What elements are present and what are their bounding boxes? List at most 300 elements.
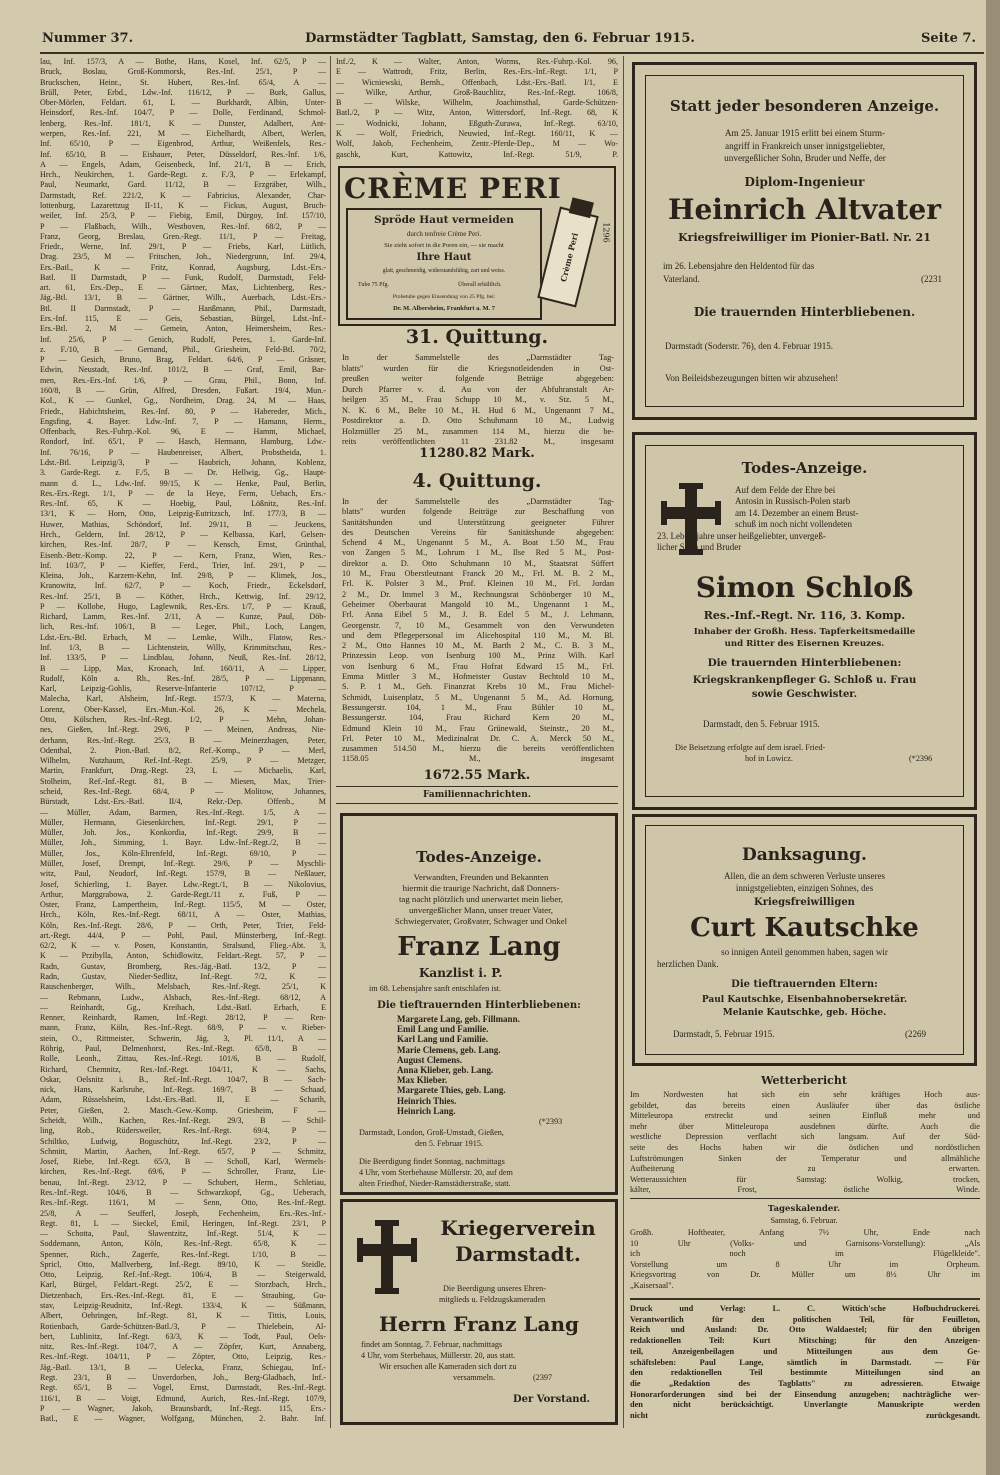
parent-name: Paul Kautschke, Eisenbahnobersekretär. [701, 995, 908, 1005]
quittung31-body [342, 353, 614, 448]
section-rule [336, 803, 618, 804]
notice-title: Todes-Anzeige. [416, 848, 542, 866]
mourners-list: sowie Geschwister. [751, 689, 858, 700]
casualty-line: Rolle, Leonh., Zittau, Res.-Inf.-Regt. 101/6, B — Rudolf, [40, 1054, 326, 1064]
receipt-line: blatts" wurden für die Kriegsnotleidenden in Ost- [342, 363, 614, 373]
header-rule [40, 52, 984, 54]
section-rule [630, 1298, 980, 1300]
casualty-line: Batl. II Darmstadt, P — Funk, Rudolf, Darmstadt, Feld- [40, 272, 326, 282]
casualty-line: Heinsdorf, Res.-Inf. 104/7, P — Dolle, Ferdinand, Schmol- [40, 108, 326, 118]
mourner-name: Marie Clemens, geb. Lang. [397, 1044, 501, 1055]
notice-place: Darmstadt (Soderstr. 76), den 4. Februar 1915. [665, 341, 833, 351]
mourner-name: Emil Lang und Familie. [397, 1024, 489, 1035]
ad-address: Dr. M. Albersheim, Frankfurt a. M. 7 [393, 305, 495, 312]
notice-text: so innigen Anteil genommen haben, sagen wir [721, 947, 888, 957]
receipt-line: blatts" wurden folgende Beiträge zur Beschaffung von [342, 507, 614, 517]
receipt-line: In der Sammelstelle des „Darmstädter Tag- [342, 497, 614, 506]
casualty-line: scheid, Res.-Inf.-Regt. 68/4, P — Molitow, Johannes, [40, 786, 326, 796]
quittung4-body [342, 497, 614, 765]
casualty-line: Btl. II Darmstadt, P — Hanßmann, Phil., Darmstadt, [40, 303, 326, 313]
page-header [0, 28, 1000, 54]
casualty-line: K — Przibylla, Anton, Schidlowitz, Feldart.-Regt. 57, P — [40, 951, 326, 961]
receipt-line: Frl. Anna Eibel 5 M., J. B. Edel 5 M., J. Lehmann, [342, 610, 614, 620]
casualty-line: Batl./2, P — Witz, Anton, Wittersdorf, Inf.-Regt. 68, K [336, 108, 618, 118]
casualty-line: Franz, Georg, Breslau, Gren.-Regt. 11/1, P — Freitag, [40, 231, 326, 241]
casualty-line: 160/8, B — Grün, Alfred, Dresden, Fußart. 19/4, Mun.- [40, 386, 326, 395]
receipt-line: S. P. 1 M., Geh. Finanzrat Krebs 10 M., Frau Michel- [342, 682, 614, 692]
receipt-line: 2 M., Dr. Immel 3 M., Rechnungsrat Schönberger 10 M., [342, 589, 614, 599]
casualty-line: Richard, Lamm, Res.-Inf. 2/11, A — Kunze, Paul, Döb- [40, 612, 326, 622]
casualty-line: Josef, Riebe, Inf.-Regt. 65/3, B — Scholl, Karl, Wermels- [40, 1157, 326, 1167]
imprint-line: Druck und Verlag: L. C. Wittich'sche Hofbuchdruckerei. [630, 1304, 980, 1313]
mourner-name: Max Klieber. [397, 1075, 448, 1086]
calendar-line: 10 Uhr (Volks- und Garnisons-Vorstellung): „Als [630, 1238, 980, 1248]
mourner-name: Margarete Thies, geb. Lang. [397, 1085, 506, 1096]
mourners-title: Die trauernden Hinterbliebenen: [707, 657, 902, 669]
casualty-line: E — Wattrodt, Fritz, Berlin, Res.-Ers.-Inf.-Regt. 1/1, P [336, 67, 618, 77]
casualty-line: Friedr., Habichtsheim, Res.-Inf. 80, P — Habereder, Mich., [40, 406, 326, 416]
casualty-line: A — Engels, Adam, Geisenbeck, Inf. 21/1, B — Erich, [40, 159, 326, 169]
casualty-line: Schmitt, Martin, Aachen, Inf.-Regt. 65/7, P — Schmitz, [40, 1146, 326, 1156]
imprint-line: Verantwortlich für den politischen Teil, für Feuilleton, [630, 1314, 980, 1324]
casualty-line: weiler, Inf. 25/3, P — Fiebig, Emil, Dürgoy, Inf. 157/10, [40, 211, 326, 221]
imprint-line: den redaktionellen Teil bestimmte Mitteilungen sind an [630, 1368, 980, 1378]
casualty-line: Res.-Inf.-Regt. 116/1, M — Senn, Otto, Res.-Inf.-Regt. [40, 1198, 326, 1208]
casualty-line: Spricl, Otto, Mallverberg, Inf.-Regt. 89/10, K — Steidle, [40, 1259, 326, 1269]
casualty-line: lottenburg, Lazarettzug II-11, K — Fickus, August, Bruch- [40, 200, 326, 210]
casualty-line: Karl, Leipzig-Gohlis, Reserve-Infanterie 107/12, P — [40, 684, 326, 694]
ad-line: glatt, geschmeidig, widerstandsfähig, zart und weiss. [382, 268, 506, 274]
casualty-line: P — Kollobe, Hugo, Laglewnik, Res.-Ers. 1/7, P — Krauß, [40, 601, 326, 611]
casualty-line: Inf. 65/10, B — Eishauer, Peter, Düsseldorf, Res.-Inf. 1/6, [40, 149, 326, 159]
notice-line: Auf dem Felde der Ehre bei [735, 485, 836, 495]
casualty-line: stein, O., Rittmeister, Schwerin, Jäg. 3, Pl. 11/1, A — [40, 1033, 326, 1043]
casualty-line: Stolheim, Ref.-Inf.-Regt. 81, B — Miesen, Max, Trier- [40, 776, 326, 786]
casualty-line: Offenbach, Res.-Fuhrp.-Kol. 96, E — Hamm, Michael, [40, 427, 326, 437]
burial-line: hof in Lowicz. [745, 754, 793, 763]
casualty-line: Ers.-Batl., K — Fritz, Konrad, Augsburg, Ldst.-Ers.- [40, 262, 326, 272]
kautschke-thanks-notice [632, 814, 977, 1066]
receipt-line: reits veröffentlichten 11 231.82 M., insgesamt [342, 437, 614, 446]
weather-line: seite des Hochs haben wir die östlichen und nordöstlichen [630, 1142, 980, 1152]
casualty-line: Ldst.-Ers.-Btl. Erbach, M — Lemke, Wilh., Flatow, Res.- [40, 632, 326, 642]
calendar-line: Vorstellung um 8 Uhr im Orpheum. [630, 1259, 980, 1269]
casualty-line: z. F./10, B — Gernand, Phil., Griesheim, Feld-Btl. 70/2, [40, 344, 326, 354]
burial-line: Die Beerdigung findet Sonntag, nachmittags [359, 1157, 505, 1166]
notice-line: Am 25. Januar 1915 erlitt bei einem Sturm- [724, 128, 886, 138]
notice-place: Darmstadt, 5. Februar 1915. [673, 1029, 775, 1039]
ad-line: durch tenfreie Crème Peri. [406, 230, 482, 238]
deceased-honor: und Ritter des Eisernen Kreuzes. [724, 639, 885, 649]
notice-intro [657, 127, 953, 165]
ad-text-frame [346, 208, 542, 320]
casualty-line: mann d. L., Ldw.-Inf. 99/15, K — Henke, Paul, Berlin, [40, 478, 326, 488]
deceased-unit: Kriegsfreiwilliger im Pionier-Batl. Nr. 21 [678, 231, 931, 244]
casualty-line: Müller, Josef, Drempt, Inf.-Regt. 29/6, P — Myschli- [40, 858, 326, 868]
notice-date: den 5. Februar 1915. [415, 1139, 483, 1148]
club-line: Die Beerdigung unseres Ehren- [443, 1284, 546, 1293]
casualty-line: Köln, Res.-Inf.-Regt. 28/6, P — Orth, Peter, Trier, Feld- [40, 920, 326, 930]
receipt-line: von Zangen 5 M., Lohrum 1 M., Ilse Red 5 M., Post- [342, 548, 614, 558]
casualty-line: Res.-Ers.-Regt. 1/1, P — de la Heye, Ferm, Uebach, Ers.- [40, 488, 326, 498]
parents-title: Die tieftrauernden Eltern: [731, 979, 878, 990]
casualty-line: Kol., K — Gunkel, Gg., Nordheim, Drag. 24, M — Haas, [40, 396, 326, 406]
casualty-line: men, Res.-Ers.-Inf. 1/6, P — Grau, Phil., Bonn, Inf. [40, 375, 326, 385]
casualty-line: lich, Res.-Inf. 106/1, B — Leger, Phil., Loch, Langen, [40, 622, 326, 632]
casualty-line: Radn, Gustav, Bromberg, Res.-Jäg.-Batl. 13/2, P — [40, 961, 326, 971]
casualty-line: 13/1, K — Horn, Otto, Leipzig-Eutritzsch, Inf. 177/3, B — [40, 509, 326, 519]
ad-headline: Spröde Haut vermeiden [374, 214, 514, 226]
casualty-line: Paul, Neumarkt, Gard. 11/12, B — Erzgräber, Wilh., [40, 180, 326, 190]
casualty-line: gaschk, Kurt, Kattowitz, Inf.-Regt. 51/9, P. [336, 149, 618, 159]
quittung31-title: 31. Quittung. [405, 326, 549, 348]
notice-place: Darmstadt, den 5. Februar 1915. [703, 719, 820, 729]
calendar-line: „Kaisersaal". [630, 1280, 674, 1290]
casualty-line: nick, Hans, Karlsruhe, Inf.-Regt. 169/7, B — Schaad, [40, 1085, 326, 1095]
club-city: Darmstadt. [455, 1242, 581, 1266]
weather-line: westliche Depression verflacht sich langsam. Auf der Süd- [630, 1132, 980, 1142]
casualty-line: Scheidt, Wilh., Kachen, Res.-Inf.-Regt. 29/3, B — Schil- [40, 1115, 326, 1125]
casualty-line: Kleina, Joh., Karzem-Kehn, Inf. 29/8, P — Klimek, Jos., [40, 571, 326, 581]
casualty-line: Wolf, Jakob, Fechenheim, Zentr.-Pferde-Dep., M — Wo- [336, 139, 618, 149]
notice-code: (2269 [905, 1029, 926, 1039]
receipt-line: Frl. K. Polster 3 M., Prof. Kleinen 10 M., Frl. Jordan [342, 579, 614, 589]
quittung4-total: 1672.55 Mark. [423, 768, 531, 783]
receipt-line: heilgen 35 M., Frau Schupp 10 M., v. Stz. 5 M., [342, 395, 614, 404]
casualty-line: Wilhelm, Nutzhaum, Ref.-Inf.-Regt. 25/9, P — Metzger, [40, 756, 326, 766]
casualty-line: Müller, Joh., Simming, 1. Bayr. Ldw.-Inf.-Regt./2, B — [40, 838, 326, 848]
page-number: Seite 7. [921, 31, 976, 46]
receipt-line: des Deutschen Vereins für Sanitätshunde abgegeben: [342, 527, 614, 537]
casualty-line: Röhrig, Paul, Delmenhorst, Res.-Inf.-Regt. 65/8, B — [40, 1044, 326, 1053]
club-line: 4 Uhr, vom Sterbehaus, Müllerstr. 20, aus statt. [361, 1351, 516, 1360]
weather-report [630, 1090, 980, 1196]
casualty-line: Inf. 25/6, P — Genich, Rudolf, Peres, 1. Garde-Inf. [40, 334, 326, 344]
casualty-line: Soddemann, Anton, Köln, Res.-Inf.-Regt. 65/8, K — [40, 1239, 326, 1249]
casualty-line: Hrch., Geldern, Inf. 28/12, P — Kelbassa, Karl, Gelsen- [40, 529, 326, 539]
casualty-line: Martin, Frankfurt, Drag.-Regt. 23, L — Michaelis, Karl, [40, 766, 326, 776]
lang-death-notice [340, 813, 618, 1195]
casualty-line: K — Wolf, Friedrich, Neuwied, Inf.-Regt. 160/11, K — [336, 128, 618, 138]
notice-line: am 14. Dezember an einem Brust- [735, 507, 859, 518]
casualty-line: ling, Rob., Rüdersweiler, Res.-Inf.-Regt. 69/4, P — [40, 1126, 326, 1136]
notice-code: (*2396 [909, 754, 933, 763]
receipt-line: Holzmüller 25 M., zusammen 114 M., hierzu die be- [342, 426, 614, 436]
casualty-line: Müller, Jos., Köln-Ehrenfeld, Inf.-Regt. 69/10, P — [40, 848, 326, 858]
weather-line: Mitteleuropa erstreckt und seinen Einfluß mehr und [630, 1111, 980, 1121]
imprint-line: redaktionellen Teil: Kurt Mitsching; für den Anzeigen- [630, 1336, 980, 1346]
receipt-line: Durch Pfarrer v. d. Au von der Abfuhranstalt Ar- [342, 384, 614, 394]
notice-note: Von Beileidsbezeugungen bitten wir abzusehen! [665, 373, 839, 383]
receipt-line: Georgenstr. 7, 10 M., Gesammelt von den Verwundeten [342, 620, 614, 630]
deceased-honor: Inhaber der Großh. Hess. Tapferkeitsmedaille [693, 627, 916, 637]
casualty-line: Drag. 23/5, M — Fritschen, Joh., Niedergrunn, Inf. 29/4, [40, 252, 326, 262]
casualty-line: kirchen, Res.-Inf. 28/7, P — Kensch, Ernst, Grünthal, [40, 540, 326, 550]
casualty-line: Radn, Gustav, Nieder-Sedlitz, Inf.-Regt. 7/2, K — [40, 972, 326, 982]
casualty-line: Ers.-Inf. 115, E — Geis, Sebastian, Bürgel, Ldst.-Inf.- [40, 314, 326, 324]
casualty-line: bert, Lublinitz, Inf.-Regt. 63/3, K — Todt, Paul, Oels- [40, 1331, 326, 1341]
deceased-rank: Diplom-Ingenieur [744, 175, 865, 189]
quittung31-total: 11280.82 Mark. [419, 446, 535, 461]
casualty-line: Bürstadt, Ldst.-Ers.-Batl. II/4, Rekr.-Dep. Offenb., M [40, 797, 326, 807]
casualty-line: Schiltko, Ludwig, Boguschütz, Inf.-Regt. 23/2, P — [40, 1136, 326, 1146]
casualty-line: Müller, Joh. Jos., Konkordia, Inf.-Regt. 29/9, B — [40, 828, 326, 838]
notice-place: Darmstadt, London, Groß-Umstadt, Gießen, [359, 1128, 504, 1137]
notice-line: unvergeßlicher Sohn, Bruder und Neffe, der [724, 153, 886, 164]
casualty-line: Bruck, Boslau, Groß-Kommorsk, Res.-Inf. 25/1, P — [40, 67, 326, 77]
casualty-line: Engsfing, 4. Bayer. Ldw.-Inf. 7, P — Hamann, Herm., [40, 416, 326, 426]
creme-peri-ad [338, 166, 616, 326]
imprint-line: teil, Anzeigenbeilagen und Mitteilungen aus dem Ge- [630, 1346, 980, 1356]
deceased-unit: Res.-Inf.-Regt. Nr. 116, 3. Komp. [703, 609, 906, 622]
calendar-title: Tageskalender. [767, 1204, 841, 1214]
casualty-line: P — Wagner, Jakob, Braunsbardt, Inf.-Regt. 115, Ers.- [40, 1403, 326, 1413]
club-code: (2397 [533, 1373, 553, 1382]
weather-line: Im Nordwesten hat sich ein sehr kräftiges Hoch aus- [630, 1090, 980, 1099]
ad-line: Sie zieht sofort in die Poren ein, — sie macht [384, 242, 504, 249]
notice-line: schuß im noch nicht vollendeten [735, 519, 852, 530]
column-rule [330, 56, 331, 1428]
imprint-line: Honorarforderungen sind bei der Einsendung anzugeben; nachträgliche wer- [630, 1389, 980, 1399]
casualty-line: stav, Leipzig-Reudnitz, Inf.-Regt. 133/4, K — Süßmann, [40, 1301, 326, 1311]
notice-intro [657, 485, 955, 553]
iron-cross-icon [357, 1220, 417, 1294]
casualty-line: Ldst.-Btl. Leipzig/3, P — Haubrich, Johann, Koblenz, [40, 457, 326, 467]
masthead-line: Darmstädter Tagblatt, Samstag, den 6. Februar 1915. [305, 31, 695, 46]
notice-title: Todes-Anzeige. [741, 459, 868, 477]
quittung4-title: 4. Quittung. [412, 470, 542, 492]
casualty-line: Müller, Hermann, Giesenkirchen, Inf.-Regt. 29/1, P — [40, 817, 326, 827]
mourners-title: Die trauernden Hinterbliebenen. [693, 305, 916, 319]
deceased-rank: Kriegsfreiwilligen [754, 897, 855, 908]
casualty-line: Karl, Bürgel, Feldart.-Regt. 25/2, E — Storzbach, Hrch., [40, 1280, 326, 1290]
receipt-line: Geheimer Oberbaurat Mangold 10 M., Ungenannt 1 M., [342, 599, 614, 609]
family-news-heading: Familiennachrichten. [423, 790, 531, 800]
receipt-line: 2 M., Otto Hannes 10 M., M. Barth 2 M., C. B. 3 M., [342, 641, 614, 651]
notice-intro [359, 872, 603, 927]
mourner-name: August Clemens. [397, 1054, 463, 1065]
notice-line: Verwandten, Freunden und Bekannten [413, 872, 549, 882]
receipt-line: 10 M., Frau Oberstleutnant Franck 20 M., Frl. M. B. 2 M., [342, 569, 614, 579]
page-edge [986, 0, 1000, 1475]
column-rule [623, 56, 624, 1428]
mourner-name: Karl Lang und Familie. [397, 1034, 489, 1045]
altvater-notice [632, 62, 977, 420]
casualty-line: Arthur, Marggrabowa, 2. Garde-Regt./11 z. Fuß, P — [40, 889, 326, 899]
notice-intro: Allen, die an dem schweren Verluste unseres [723, 871, 886, 881]
casualty-line: Kranowitz, Inf. 62/7, P — Koch, Friedr., Eckelsdorf, [40, 581, 326, 591]
deceased-name: Heinrich Altvater [667, 193, 941, 226]
mourner-name: Margarete Lang, geb. Fillmann. [397, 1014, 520, 1024]
casualty-line: — Wodnicki, Johann, Eßguth-Zurawa, Inf.-Regt. 63/10, [336, 118, 618, 128]
notice-code: (*2393 [539, 1117, 563, 1126]
casualty-line: Jäg.-Batl. 13/1, B — Uelecka, Franz, Schiegau, Inf.- [40, 1362, 326, 1372]
casualty-line: Friedr., Werne, Inf. 29/1, P — Friebs, Karl, Lütlich, [40, 242, 326, 252]
casualty-line: — Rebmann, Ludw., Alsbach, Res.-Inf.-Regt. 68/12, A [40, 992, 326, 1002]
deceased-age: im 68. Lebensjahre sanft entschlafen ist. [369, 984, 502, 993]
deceased-name: Simon Schloß [695, 571, 914, 604]
receipt-line: In der Sammelstelle des „Darmstädter Tag- [342, 353, 614, 362]
receipt-line: Schend 4 M., Ungenannt 5 M., A. Boat 1.50 M., Frau [342, 538, 614, 548]
casualty-line: Otto, Leipzig, Ref.-Inf.-Regt. 106/4, B — Steigerwald, [40, 1270, 326, 1280]
receipt-line: Sanitätshunden und Unterstützung geeigneter Führer [342, 517, 614, 527]
casualty-line: 25/8, A — Seufferl, Joseph, Fechenheim, Ers.-Res.-Inf.- [40, 1208, 326, 1218]
casualty-line: Richard, Chemnitz, Res.-Inf.-Regt. 104/11, K — Sachs, [40, 1064, 326, 1074]
casualty-line: Ers.-Btl. 2, M — Gemein, Anton, Heimersheim, Res.- [40, 324, 326, 334]
receipt-line: Emma Mittler 3 M., Hofmeister Gustav Bechtold 10 M., [342, 672, 614, 682]
mourner-name: Heinrich Thies. [397, 1095, 457, 1106]
casualty-line: P — Gesich, Bruno, Brag, Feldart. 64/6, P — Gräsner, [40, 355, 326, 365]
casualty-line: kirchen, Res.-Inf.-Regt. 69/6, P — Schroller, Franz, Lie- [40, 1167, 326, 1177]
casualty-line: — Wilke, Arthur, Groß-Bauchlitz, Res.-Inf.-Regt. 106/8, [336, 87, 618, 97]
casualty-line: Bruckschen, Heinr., St. Hubert, Res.-Inf. 65/4, A — [40, 77, 326, 87]
kriegerverein-notice [340, 1199, 618, 1425]
brand-name: CRÈME PERI [344, 172, 562, 205]
casualty-line: 3. Garde-Regt. z. F./5, B — Dr. Hellwig, Gg., Haupt- [40, 468, 326, 478]
notice-line: unvergeßlicher Mann, unser treuer Vater, [409, 905, 553, 915]
casualty-line: Huwer, Mathias, Schöndorf, Inf. 29/11, B — Jeuckens, [40, 519, 326, 529]
deceased-name: Franz Lang [397, 932, 561, 962]
club-line: Wir ersuchen alle Kameraden sich dort zu [379, 1362, 517, 1371]
casualty-line: Albert, Oehringen, Inf.-Regt. 81, K — Tittis, Louis, [40, 1311, 326, 1321]
issue-number: Nummer 37. [42, 31, 134, 46]
receipt-line: direktor a. D. Otto Schuhmann 10 M., Staatsrat Süffert [342, 558, 614, 568]
calendar-date: Samstag, 6. Februar. [770, 1216, 838, 1225]
casualty-line: Oskar, Oelsnitz i. B., Ref.-Inf.-Regt. 104/7, B — Sach- [40, 1074, 326, 1084]
calendar-line: Großh. Hoftheater, Anfang 7½ Uhr, Ende nach [630, 1228, 980, 1237]
casualty-line: Edwin, Neustadt, Res.-Inf. 101/2, B — Graf, Emil, Bar- [40, 365, 326, 375]
casualty-line: Inf. 103/7, P — Kieffer, Ferd., Trier, Inf. 29/1, P — [40, 560, 326, 570]
casualty-line: Rondorf, Inf. 65/1, P — Hasch, Hermann, Hamburg, Ldw.- [40, 437, 326, 447]
notice-code: (2231 [921, 274, 942, 284]
casualty-line: Inf. 76/16, P — Haubenreiser, Albert, Probstheida, 1. [40, 447, 326, 457]
deceased-name: Curt Kautschke [690, 913, 919, 943]
casualty-line: Peter, Gießen, 2. Masch.-Gew.-Komp. Griesheim, F — [40, 1105, 326, 1115]
burial-line: Die Beisetzung erfolgte auf dem israel. Fried- [675, 743, 826, 752]
parent-name: Melanie Kautschke, geb. Höche. [722, 1008, 887, 1018]
casualty-line: Res.-Inf.-Regt. 104/6, B — Schwarzkopf, Gg., Ueberach, [40, 1187, 326, 1197]
club-deceased-name: Herrn Franz Lang [379, 1312, 579, 1336]
mourner-name: Heinrich Lang. [397, 1105, 456, 1116]
casualty-line: Lorenz, Ober-Kassel, Ers.-Mun.-Kol. 26, K — Mechela, [40, 704, 326, 714]
casualty-line: Inf. 133/5, P — Lindblau, Johann, Neuß, Res.-Inf. 28/12, [40, 653, 326, 663]
notice-title: Statt jeder besonderen Anzeige. [669, 97, 940, 115]
receipt-line: und dem Pflegepersonal im Alicehospital 110 M., M. Bl. [342, 630, 614, 640]
notice-line: angriff in Frankreich unser innigstgeliebter, [725, 140, 885, 151]
notice-intro: innigstgeliebten, einzigen Sohnes, des [735, 883, 874, 893]
casualty-line: Rudolf, Köln a. Rh., Res.-Inf. 28/5, P — Lippmann, [40, 673, 326, 683]
casualty-line: Malecha, Karl, Alsheim, Inf.-Regt. 157/3, K — Materna, [40, 694, 326, 704]
casualty-line: Regt. 65/1, B — Vogel, Ernst, Darmstadt, Res.-Inf.-Regt. [40, 1383, 326, 1393]
casualty-line: nitz, Res.-Inf.-Regt. 104/7, A — Zöpfer, Kurt, Annaberg, [40, 1342, 326, 1352]
notice-line: Schwiegervater, Großvater, Schwager und Onkel [394, 916, 568, 926]
calendar-line: Kriegsvortrag von Dr. Müller um 8½ Uhr im [630, 1270, 980, 1280]
burial-line: alten Friedhof, Nieder-Ramstädterstraße, statt. [359, 1179, 511, 1188]
casualty-line: — Reinhardt, Gg., Kreibach, Ldst.-Batl. Erbach, E [40, 1002, 326, 1012]
club-line: mitglieds u. Feldzugskameraden [439, 1295, 546, 1304]
weather-line: Luftströmungen Sinken der Temperatur und allmähliche [630, 1153, 980, 1163]
casualty-line: Josef, Schierling, 1. Bayer. Ldw.-Regt./1, B — Nikolovius, [40, 879, 326, 889]
casualty-line: Otto, Kölschen, Res.-Inf.-Regt. 1/2, P — Mehn, Johan- [40, 715, 326, 724]
casualty-line: art.-Regt. 44/4, P — Pohl, Paul, Münsterberg, Inf.-Regt. [40, 930, 326, 940]
schloss-death-notice [632, 432, 977, 810]
casualty-line: Spenner, Rich., Zagerfe, Res.-Inf.-Regt. 1/10, B — [40, 1249, 326, 1259]
casualty-line: Renner, Reinhardt, Ramen, Inf.-Regt. 28/12, P — Ren- [40, 1013, 326, 1023]
receipt-line: Frl. Peter 10 M., Medizinalrat Dr. C. A. Merck 50 M., [342, 733, 614, 743]
casualty-line: Rauschenberger, Wilh., Melsbach, Res.-Inf.-Regt. 25/1, K [40, 982, 326, 992]
casualty-line: Inf./2, K — Walter, Anton, Worms, Res.-Fuhrp.-Kol. 96, [336, 57, 618, 66]
casualty-line: Res.-Inf. 25/1, B — Köther, Hrch., Kettwig, Inf. 29/12, [40, 591, 326, 601]
casualty-line: Odenthal, 2. Pion.-Batl. 8/2, Ref.-Komp., P — Merl, [40, 745, 326, 755]
imprint-line: die „Redaktion des Tagblatts" zu adressieren. Etwaige [630, 1378, 980, 1388]
casualty-line: 116/1, B — Voigt, Edmund, Aurich, Res.-Inf.-Regt. 107/9, [40, 1393, 326, 1403]
weather-line: kälter, Frost, östliche Winde. [630, 1185, 980, 1195]
notice-line: licher Sohn und Bruder [657, 542, 742, 553]
notice-line: hiermit die traurige Nachricht, daß Donners- [402, 883, 560, 893]
casualty-line: lau, Inf. 157/3, A — Bothe, Hans, Kosel, Inf. 62/5, P — [40, 57, 326, 66]
section-rule [630, 1198, 980, 1199]
notice-line: tag nacht plötzlich und unerwartet mein lieber, [398, 894, 564, 904]
casualty-line: Regt. 81, L — Sieckel, Emil, Heringen, Inf.-Regt. 23/1, P [40, 1218, 326, 1228]
weather-line: Aufheiterung zu erwarten. [630, 1164, 980, 1174]
receipt-line: von Isenburg 6 M., Frau Hofrat Edward 15 M., Frl. [342, 661, 614, 671]
club-name: Kriegerverein [440, 1216, 596, 1240]
ad-availability: Überall erhältlich. [458, 282, 502, 288]
club-line: versammeln. [453, 1373, 496, 1382]
receipt-line: Schmidt, Luisenplatz, 5 M., Ungenannt 5 M., Ad. Hornung, [342, 692, 614, 702]
deceased-age: im 26. Lebensjahre den Heldentod für das [663, 261, 815, 271]
casualty-line: — Müller, Adam, Barmen, Res.-Inf.-Regt. 1/5, A — [40, 807, 326, 817]
casualty-line: Inf. 1/3, B — Lichtenstein, Willy, Krimmitschau, Res.- [40, 643, 326, 653]
casualty-list [40, 57, 326, 1429]
imprint-line: den nicht berücksichtigt. Unverlangte Manuskripte werden [630, 1400, 980, 1410]
receipt-line: N. K. 6 M., Belte 10 M., H. Hud 6 M., Ungenannt 7 M., [342, 405, 614, 415]
casualty-line: Brüll, Peter, Erbd., Ldw.-Inf. 116/12, P — Burk, Gallus, [40, 87, 326, 97]
cream-tube-image [537, 207, 599, 308]
receipt-line: preußen weiter folgende Beträge abgegeben: [342, 374, 614, 383]
casualty-line: Regt. 23/1, B — Unverdorben, Joh., Berg-Gladbach, Inf.- [40, 1373, 326, 1382]
casualty-line: art. 61, Ers.-Dep., E — Gärtner, Max, Lichtenberg, Res.- [40, 283, 326, 293]
casualty-line: mann, Franz, Köln, Res.-Inf.-Regt. 68/9, P — v. Rieber- [40, 1023, 326, 1033]
notice-text: herzlichen Dank. [657, 959, 719, 969]
notice-title: Danksagung. [742, 845, 867, 865]
ad-sample: Probetube gegen Einsendung von 25 Pfg. bei: [392, 294, 496, 300]
weather-title: Wetterbericht [761, 1074, 847, 1087]
casualty-line: Batl., E — Wagner, Wolfgang, München, 2. Bahr. Inf. [40, 1414, 326, 1424]
mourners-list [397, 1014, 597, 1116]
casualty-line: — Schotta, Paul, Sławentzitz, Inf.-Regt. 51/4, K — [40, 1229, 326, 1239]
weather-line: mehr über Mitteleuropa ausdehnen dürfte. Auch die [630, 1121, 980, 1131]
imprint-line: schäftsleben: Paul Lange, sämtlich in Darmstadt. — Für [630, 1357, 980, 1367]
calendar-entries [630, 1228, 980, 1294]
casualty-line: derhann, Res.-Inf.-Regt. 25/3, B — Meinerzhagen, Peter, [40, 735, 326, 745]
casualty-line: Hrch., Köln, Res.-Inf.-Regt. 68/11, A — Oster, Mathias, [40, 910, 326, 920]
casualty-line: B — Wilske, Wilhelm, Joachimsthal, Garde-Schützen- [336, 98, 618, 108]
imprint-line: Reich und Ausland: Dr. Otto Waldaestel; für den übrigen [630, 1325, 980, 1335]
mourners-title: Die tieftrauernden Hinterbliebenen: [377, 1000, 581, 1011]
casualty-list-continuation [336, 57, 618, 161]
ad-code: 1296 [601, 222, 611, 243]
casualty-line: lenberg, Res.-Inf. 181/1, K — Dunster, Adalbert, Ant- [40, 118, 326, 128]
receipt-line: 1158.05 M., insgesamt [342, 754, 614, 764]
casualty-line: Hrch., Neukirchen, 1. Garde-Regt. z. F./3, P — Erlekampf, [40, 170, 326, 180]
casualty-line: Adam, Rüsselsheim, Ldst.-Ers.-Batl. II, E — Scharih, [40, 1095, 326, 1105]
notice-line: Antosin in Russisch-Polen starb [735, 496, 851, 507]
casualty-line: Darmstadt, Ref. 221/2, K — Fabricius, Alexander, Char- [40, 190, 326, 200]
deceased-age: Vaterland. [663, 274, 700, 284]
casualty-line: — Wicniewski, Bernh., Offenbach, Ldst.-Ers.-Batl. I/1, E [336, 77, 618, 87]
casualty-line: B — Lipp, Max, Kronach, Inf. 160/11, A — Lipper, [40, 663, 326, 673]
